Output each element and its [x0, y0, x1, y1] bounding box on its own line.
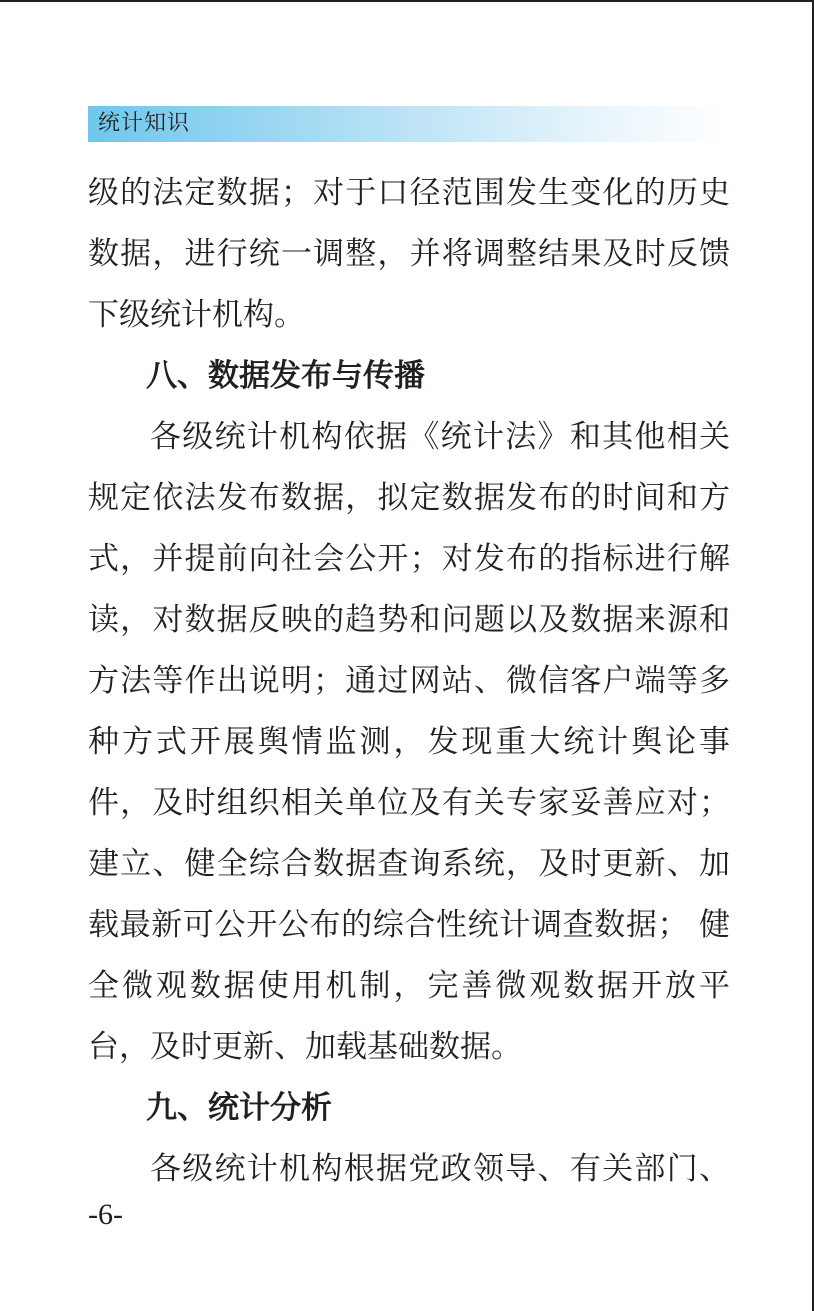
- paragraph-line: 各级统计机构根据党政领导、有关部门、: [150, 1151, 730, 1187]
- heading-statistical-analysis: 九、统计分析: [146, 1090, 332, 1126]
- paragraph-line: 各级统计机构依据《统计法》和其他相关: [150, 419, 730, 455]
- paragraph-line: 件，及时组织相关单位及有关专家妥善应对；: [88, 785, 730, 821]
- section-header-label: 统计知识: [98, 111, 191, 136]
- paragraph-line: 读，对数据反映的趋势和问题以及数据来源和: [88, 602, 730, 638]
- heading-data-release: 八、数据发布与传播: [146, 358, 425, 394]
- paragraph-line: 方法等作出说明；通过网站、微信客户端等多: [88, 663, 730, 699]
- page-number: -6-: [88, 1198, 123, 1231]
- paragraph-line: 式，并提前向社会公开；对发布的指标进行解: [88, 541, 730, 577]
- paragraph-line: 全微观数据使用机制，完善微观数据开放平: [88, 968, 730, 1004]
- body-text: [88, 163, 730, 1200]
- paragraph-line: 载最新可公开公布的综合性统计调查数据； 健: [88, 907, 730, 943]
- paragraph-line: 种方式开展舆情监测，发现重大统计舆论事: [88, 724, 730, 760]
- paragraph-line: 台，及时更新、加载基础数据。: [88, 1029, 522, 1065]
- page-border-top: [0, 0, 814, 2]
- paragraph-line: 规定依法发布数据，拟定数据发布的时间和方: [88, 480, 730, 516]
- paragraph-line: 建立、健全综合数据查询系统，及时更新、加: [88, 846, 730, 882]
- paragraph-line: 数据，进行统一调整，并将调整结果及时反馈: [88, 236, 730, 272]
- paragraph-line: 级的法定数据；对于口径范围发生变化的历史: [88, 175, 730, 211]
- section-header-bar: [88, 106, 728, 142]
- paragraph-line: 下级统计机构。: [88, 297, 305, 333]
